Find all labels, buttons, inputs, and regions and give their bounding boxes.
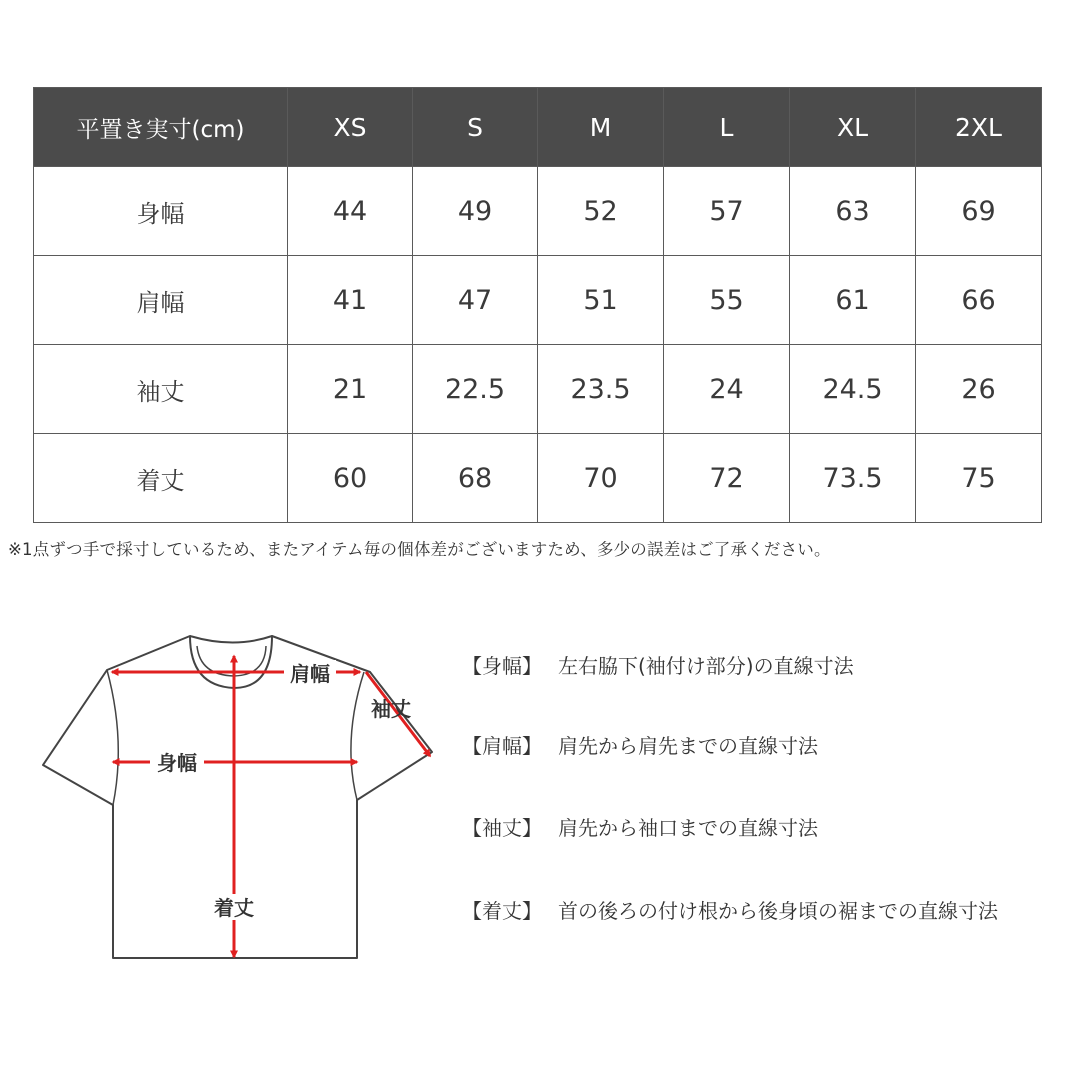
measurement-disclaimer: ※1点ずつ手で採寸しているため、またアイテム毎の個体差がございますため、多少の誤差はご了承ください。 [8,540,831,559]
table-cell: 68 [413,434,538,523]
table-cell: 55 [664,256,790,345]
body-length-label: 着丈 [214,896,254,920]
description-text: 肩先から肩先までの直線寸法 [558,734,818,758]
description-key: 【着丈】 [462,899,542,923]
row-label: 肩幅 [34,256,288,345]
description-item [462,893,998,929]
table-cell: 72 [664,434,790,523]
table-cell: 70 [538,434,664,523]
table-cell: 26 [916,345,1042,434]
header-cell-xl: XL [790,88,916,167]
row-label: 袖丈 [34,345,288,434]
description-text: 左右脇下(袖付け部分)の直線寸法 [558,654,854,678]
table-cell: 41 [288,256,413,345]
table-cell: 63 [790,167,916,256]
description-item [462,648,854,684]
header-cell-m: M [538,88,664,167]
table-cell: 61 [790,256,916,345]
table-cell: 51 [538,256,664,345]
table-cell: 69 [916,167,1042,256]
description-key: 【肩幅】 [462,734,542,758]
header-cell-unit: 平置き実寸(cm) [34,88,288,167]
header-cell-2xl: 2XL [916,88,1042,167]
table-cell: 23.5 [538,345,664,434]
table-cell: 52 [538,167,664,256]
table-cell: 44 [288,167,413,256]
right-armhole-seam [351,672,364,800]
header-cell-l: L [664,88,790,167]
sleeve-label: 袖丈 [371,697,411,721]
description-item [462,810,818,846]
shoulder-label: 肩幅 [290,662,330,686]
table-cell: 21 [288,345,413,434]
body-width-label: 身幅 [157,751,197,775]
row-label: 身幅 [34,167,288,256]
description-text: 肩先から袖口までの直線寸法 [558,816,818,840]
table-cell: 73.5 [790,434,916,523]
description-text: 首の後ろの付け根から後身頃の裾までの直線寸法 [558,899,998,923]
table-cell: 24.5 [790,345,916,434]
row-label: 着丈 [34,434,288,523]
table-cell: 24 [664,345,790,434]
table-cell: 57 [664,167,790,256]
header-cell-xs: XS [288,88,413,167]
description-key: 【袖丈】 [462,816,542,840]
table-cell: 66 [916,256,1042,345]
table-cell: 47 [413,256,538,345]
description-item [462,728,818,764]
table-cell: 60 [288,434,413,523]
left-armhole-seam [107,670,118,805]
table-cell: 22.5 [413,345,538,434]
header-cell-s: S [413,88,538,167]
table-cell: 75 [916,434,1042,523]
description-key: 【身幅】 [462,654,542,678]
table-cell: 49 [413,167,538,256]
